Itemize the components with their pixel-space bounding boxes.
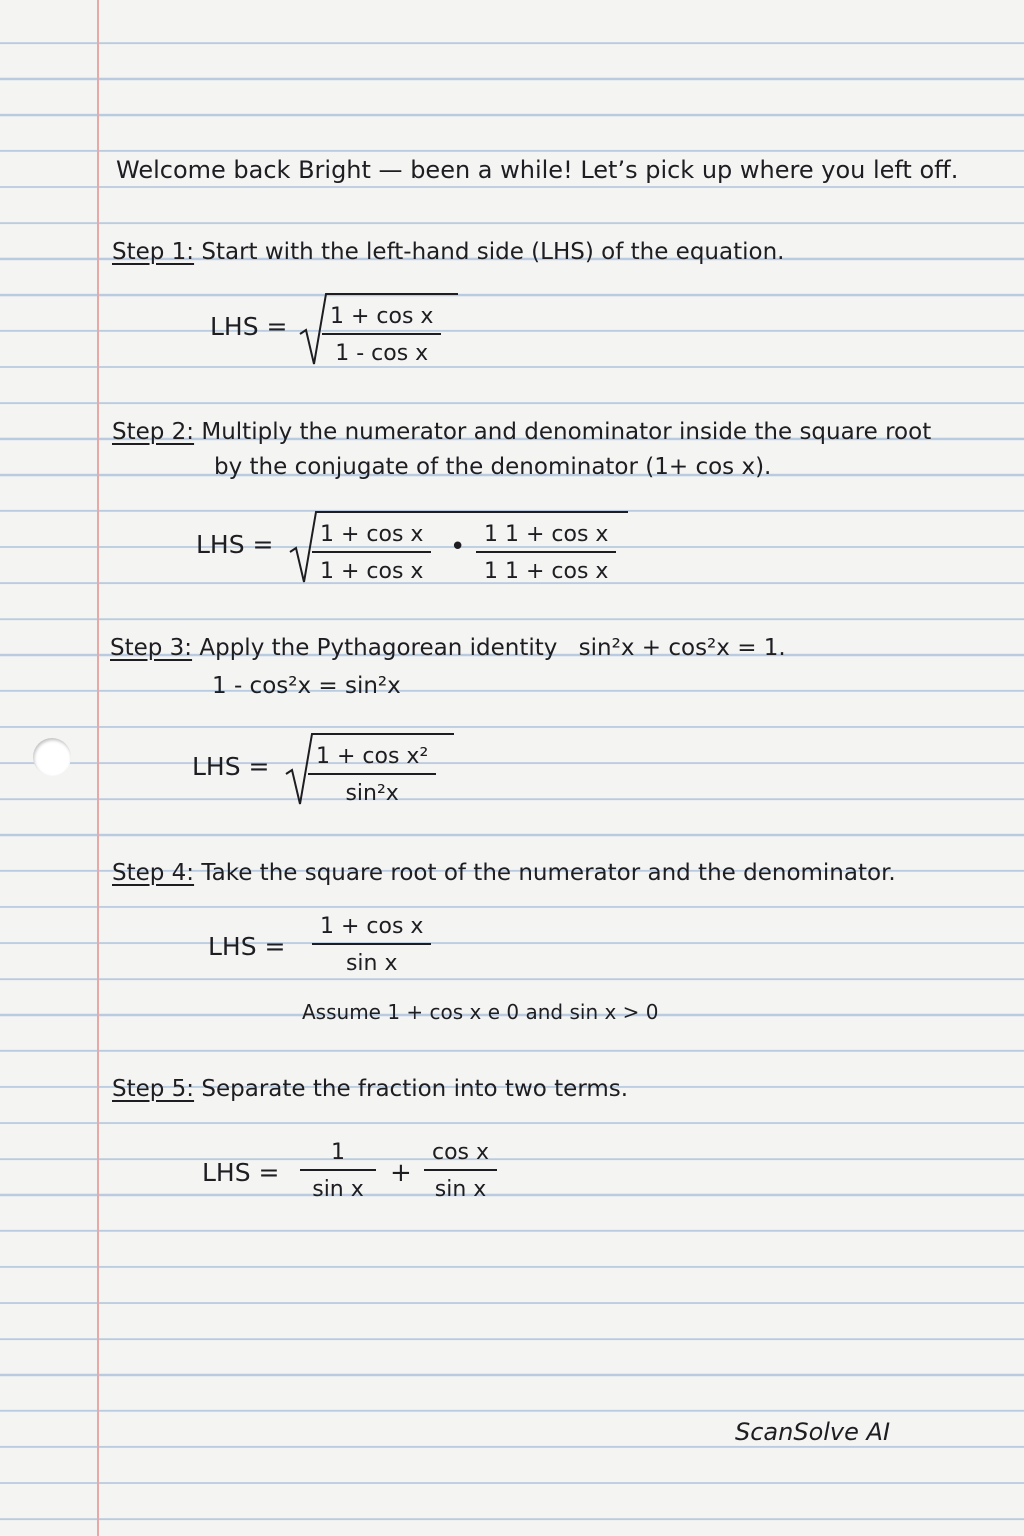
equation-4-lhs: LHS = (208, 932, 286, 961)
step-5 (112, 1078, 628, 1101)
multiply-dot: • (450, 532, 466, 562)
fraction (322, 304, 441, 366)
equation-5 (202, 1138, 542, 1218)
step-4 (112, 862, 896, 885)
numerator: 1 + cos x (312, 914, 431, 945)
fraction-left (300, 1140, 376, 1202)
step-2-label: Step 2: (112, 419, 195, 445)
denominator: sin x (312, 1177, 364, 1202)
assumption-note: Assume 1 + cos x e 0 and sin x > 0 (302, 1000, 659, 1024)
denominator: 1 - cos x (335, 341, 429, 366)
equation-2-lhs: LHS = (196, 530, 274, 559)
numerator: 1 + cos x (312, 522, 431, 553)
numerator: 1 + cos x² (308, 744, 436, 775)
equation-1-lhs: LHS = (210, 312, 288, 341)
equation-5-lhs: LHS = (202, 1158, 280, 1187)
step-1-label: Step 1: (112, 239, 195, 265)
intro-text: Welcome back Bright — been a while! Let’s pick up where you left off. (116, 156, 959, 184)
margin-line (97, 0, 99, 1536)
step-2-text: Multiply the numerator and denominator inside the square root (201, 419, 932, 445)
fraction-left (312, 522, 431, 584)
step-5-text: Separate the fraction into two terms. (201, 1076, 629, 1102)
step-3-text: Apply the Pythagorean identity (199, 635, 558, 661)
equation-2 (196, 510, 636, 590)
step-2 (112, 421, 931, 444)
denominator: sin x (434, 1177, 487, 1202)
denominator: sin x (345, 951, 398, 976)
fraction-right (424, 1140, 497, 1202)
step-3 (110, 637, 786, 660)
pythagorean-identity: sin²x + cos²x = 1. (578, 635, 786, 661)
numerator: 1 (300, 1140, 376, 1171)
step-5-label: Step 5: (112, 1076, 195, 1102)
step-4-text: Take the square root of the numerator and the denominator. (201, 860, 896, 886)
step-1 (112, 241, 784, 264)
numerator: 1 1 + cos x (476, 522, 616, 553)
equation-3-lhs: LHS = (192, 752, 270, 781)
step-1-text: Start with the left-hand side (LHS) of the equation. (201, 239, 785, 265)
step-3-label: Step 3: (110, 635, 193, 661)
fraction-right (476, 522, 616, 584)
equation-1 (210, 292, 470, 372)
equation-4 (208, 912, 468, 992)
step-2-text-continued: by the conjugate of the denominator (1+ cos x). (214, 454, 772, 480)
punch-hole (33, 738, 71, 776)
equation-3 (192, 732, 472, 812)
numerator: 1 + cos x (322, 304, 441, 335)
step-4-label: Step 4: (112, 860, 195, 886)
signature: ScanSolve AI (735, 1418, 891, 1446)
step-3-derived-identity: 1 - cos²x = sin²x (212, 673, 401, 699)
denominator: sin²x (345, 781, 399, 806)
fraction (308, 744, 436, 806)
fraction (312, 914, 431, 976)
denominator: 1 1 + cos x (484, 559, 609, 584)
numerator: cos x (424, 1140, 497, 1171)
plus-sign: + (390, 1158, 412, 1188)
denominator: 1 + cos x (320, 559, 424, 584)
